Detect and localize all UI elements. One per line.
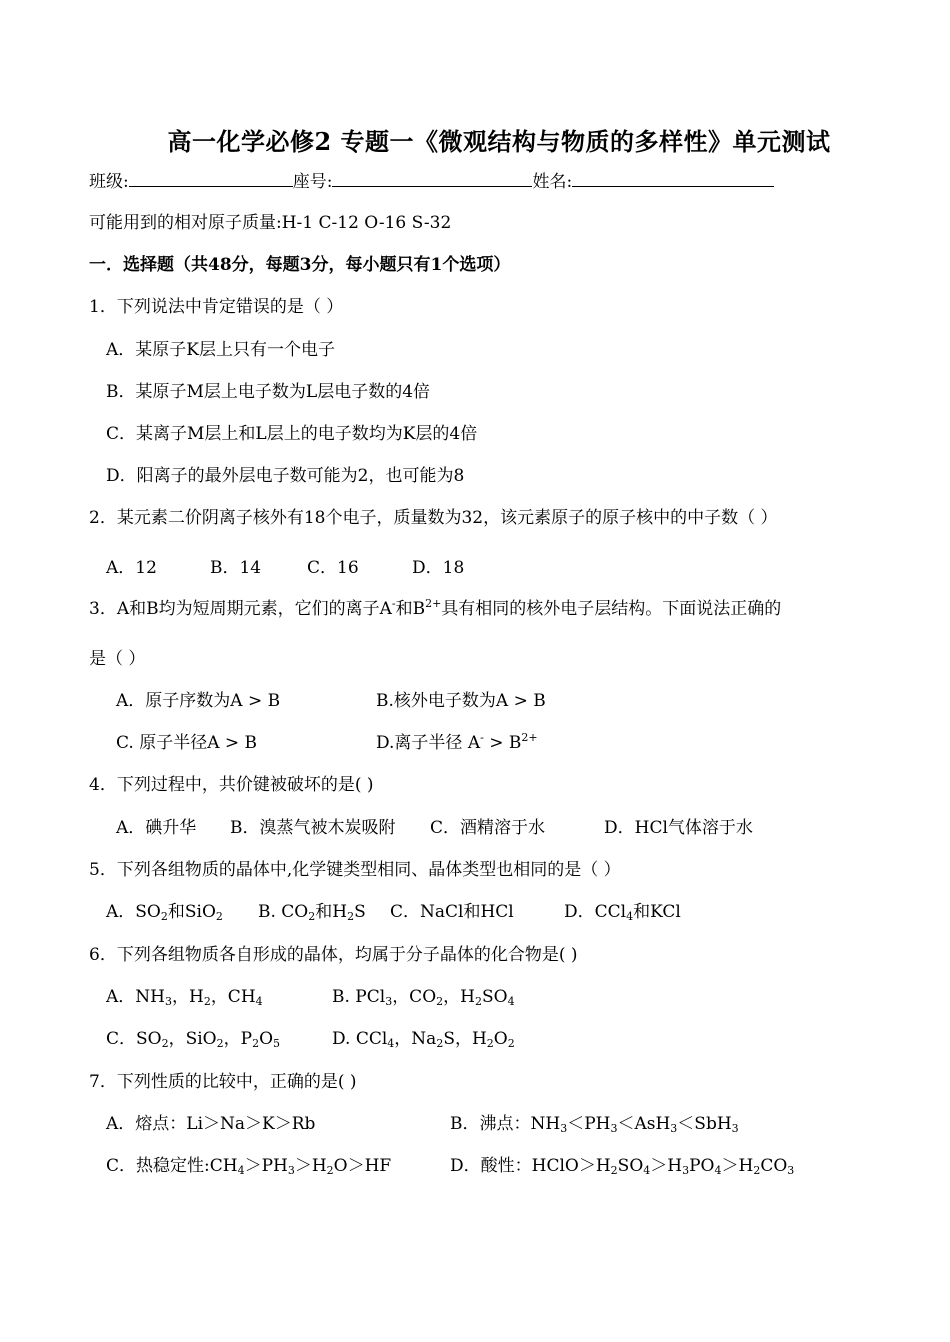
question-7-option-a[interactable]: A．熔点：Li＞Na＞K＞Rb xyxy=(106,1114,316,1134)
question-3-options-row2 xyxy=(116,732,538,754)
question-6-option-b[interactable]: B. PCl$_3$，$CO_2$，$H_2SO_4$ xyxy=(332,987,515,1008)
question-3-stem-part: 3．A和B均为短周期元素，它们的离子A xyxy=(89,599,392,619)
option-text-part: D.离子半径 A xyxy=(376,733,481,753)
question-2-stem: 2．某元素二价阴离子核外有18个电子，质量数为32，该元素原子的原子核中的中子数（ ） xyxy=(89,508,778,528)
question-7-option-c[interactable]: C．热稳定性$:CH_4>PH_3>H_2O>HF$ xyxy=(106,1156,392,1177)
question-3-option-a[interactable]: A．原子序数为A > B xyxy=(116,691,281,711)
question-7-options-row2 xyxy=(106,1155,794,1177)
question-6-option-d[interactable]: D. CCl$_4$，$Na_2S$，$H_2O_2$ xyxy=(332,1029,515,1050)
question-2-option-b[interactable]: B．14 xyxy=(210,558,262,578)
question-1-option-a[interactable]: A．某原子K层上只有一个电子 xyxy=(106,340,335,360)
class-label: 班级: xyxy=(89,172,129,192)
question-6-options-row2 xyxy=(106,1028,515,1050)
question-5-option-a[interactable]: A．$SO_2$和SiO$_2$ xyxy=(106,902,223,923)
question-7-stem: 7．下列性质的比较中，正确的是( ) xyxy=(89,1072,357,1092)
student-info-row xyxy=(89,170,774,193)
question-5-options xyxy=(106,901,681,923)
question-4-options xyxy=(116,817,753,839)
question-4-stem: 4．下列过程中，共价键被破坏的是( ) xyxy=(89,775,374,795)
question-6-options-row1 xyxy=(106,986,515,1008)
question-7-options-row1 xyxy=(106,1113,739,1135)
question-1-option-b[interactable]: B．某原子M层上电子数为L层电子数的4倍 xyxy=(106,382,431,402)
question-4-option-d[interactable]: D．HCl气体溶于水 xyxy=(604,818,753,838)
question-1-stem: 1．下列说法中肯定错误的是（ ） xyxy=(89,297,344,317)
charge-superscript: - xyxy=(391,597,396,610)
question-3-stem-part: 具有相同的核外电子层结构。下面说法正确的 xyxy=(441,599,782,619)
question-6-stem: 6．下列各组物质各自形成的晶体，均属于分子晶体的化合物是( ) xyxy=(89,945,578,965)
option-text-part: > B xyxy=(483,733,522,753)
question-6-option-c[interactable]: C．$SO_2$，SiO$_2$，$P_2O_5$ xyxy=(106,1029,281,1050)
question-3-stem xyxy=(89,598,781,620)
question-2-option-a[interactable]: A．12 xyxy=(106,558,157,578)
question-1-option-c[interactable]: C．某离子M层上和L层上的电子数均为K层的4倍 xyxy=(106,424,478,444)
question-4-option-b[interactable]: B．溴蒸气被木炭吸附 xyxy=(230,818,396,838)
question-7-option-d[interactable]: D．酸性：$HClO>H_2SO_4>H_3PO_4>H_2CO_3$ xyxy=(450,1156,795,1177)
question-4-option-a[interactable]: A．碘升华 xyxy=(116,818,197,838)
question-7-option-b[interactable]: B．沸点：$NH_3<PH_3<AsH_3<SbH_3$ xyxy=(450,1114,739,1135)
class-field[interactable] xyxy=(129,170,293,187)
question-1-option-d[interactable]: D．阳离子的最外层电子数可能为2，也可能为8 xyxy=(106,466,465,486)
question-5-option-d[interactable]: D．CCl$_4$和KCl xyxy=(564,902,681,923)
question-3-option-b[interactable]: B.核外电子数为A > B xyxy=(376,691,546,711)
atomic-mass-note: 可能用到的相对原子质量:H-1 C-12 O-16 S-32 xyxy=(89,213,452,233)
question-6-option-a[interactable]: A．$NH_3$，$H_2$，$CH_4$ xyxy=(106,987,263,1008)
name-field[interactable] xyxy=(572,170,774,187)
question-2-options xyxy=(106,557,464,579)
question-3-option-c[interactable]: C. 原子半径A > B xyxy=(116,733,258,753)
name-label: 姓名: xyxy=(532,172,573,192)
question-3-stem-continued: 是（ ） xyxy=(89,649,146,669)
question-5-option-b[interactable]: B. $CO_2$和$H_2S$ xyxy=(258,902,366,923)
question-3-stem-part: 和B xyxy=(395,599,426,619)
question-5-stem: 5．下列各组物质的晶体中,化学键类型相同、晶体类型也相同的是（ ） xyxy=(89,860,621,880)
question-3-option-d[interactable] xyxy=(376,732,538,754)
section-heading: 一．选择题（共48分，每题3分，每小题只有1个选项） xyxy=(89,255,511,275)
charge-superscript: - xyxy=(480,731,484,744)
exam-title: 高一化学必修2 专题一《微观结构与物质的多样性》单元测试 xyxy=(167,127,831,156)
seat-field[interactable] xyxy=(332,170,532,187)
charge-superscript: 2+ xyxy=(521,731,538,744)
seat-label: 座号: xyxy=(292,172,333,192)
question-5-option-c[interactable]: C．NaCl和HCl xyxy=(390,902,514,922)
question-2-option-c[interactable]: C．16 xyxy=(307,558,359,578)
question-2-option-d[interactable]: D．18 xyxy=(412,558,465,578)
charge-superscript: 2+ xyxy=(425,597,442,610)
question-3-options-row1 xyxy=(116,690,546,712)
question-4-option-c[interactable]: C．酒精溶于水 xyxy=(430,818,546,838)
